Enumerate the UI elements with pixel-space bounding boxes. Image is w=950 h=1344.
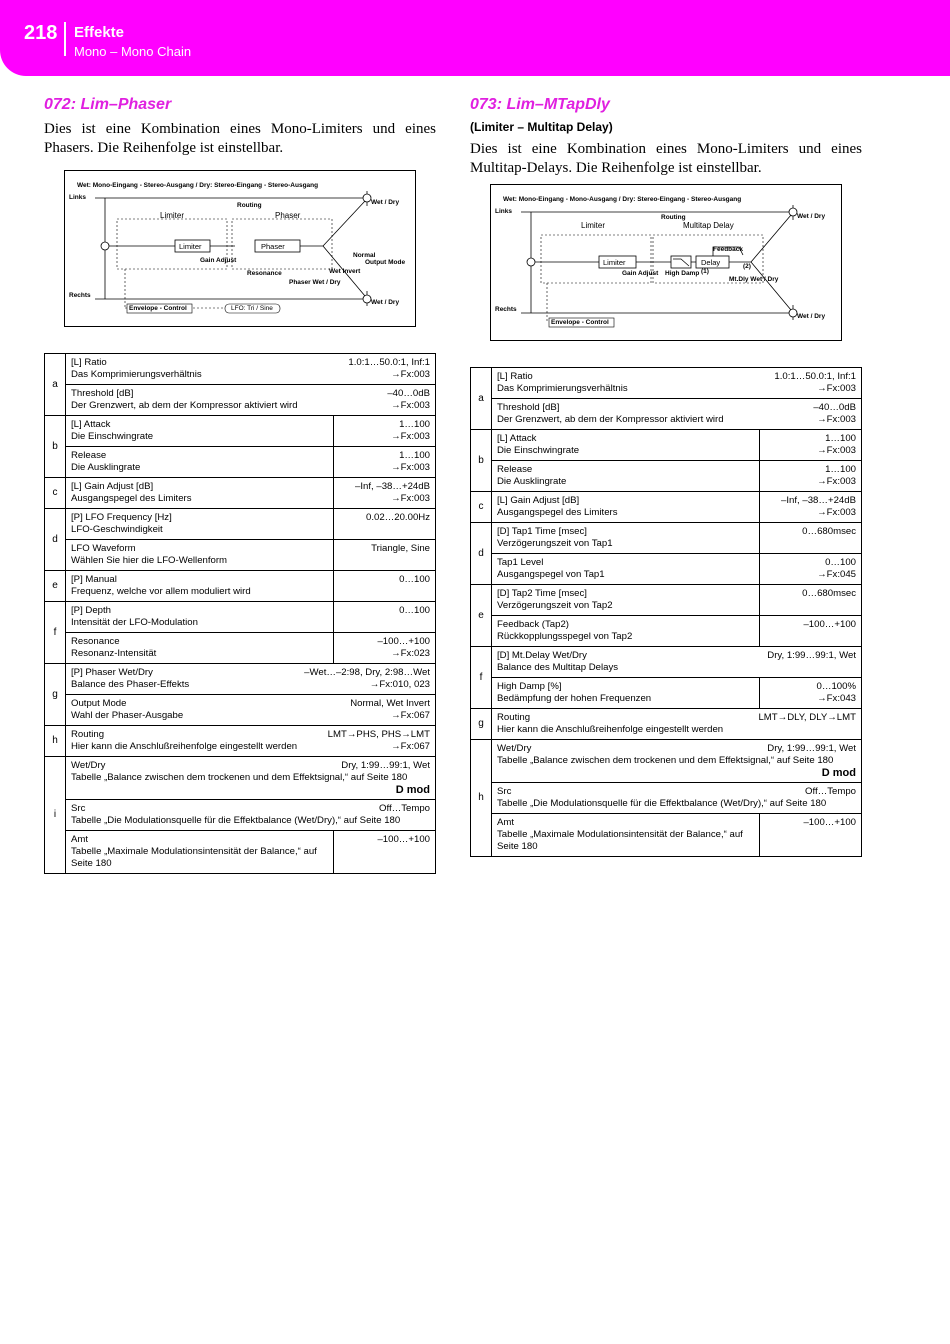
param-ref: →Fx:067 bbox=[391, 710, 430, 721]
param-row bbox=[471, 461, 862, 492]
param-cell bbox=[492, 616, 760, 647]
param-row bbox=[471, 783, 862, 814]
param-name: LFO Waveform bbox=[71, 543, 136, 554]
param-value: Triangle, Sine bbox=[371, 543, 430, 554]
param-ref: →Fx:003 bbox=[817, 476, 856, 487]
param-name: Wet/Dry bbox=[71, 760, 106, 771]
param-row bbox=[45, 664, 436, 695]
param-group-letter: d bbox=[471, 523, 492, 585]
param-value-cell bbox=[334, 509, 436, 540]
effect-072-section bbox=[44, 96, 436, 874]
param-value: 1…100 bbox=[825, 464, 856, 475]
high-damp-label: High Damp bbox=[665, 270, 700, 277]
param-ref: →Fx:003 bbox=[817, 507, 856, 518]
param-group-letter: d bbox=[45, 509, 66, 571]
param-cell bbox=[492, 523, 760, 554]
param-desc: Frequenz, welche vor allem moduliert wird bbox=[71, 586, 251, 597]
effect-073-section bbox=[470, 96, 862, 857]
wet-invert-label: Wet Invert bbox=[329, 268, 361, 275]
param-value: 0.02…20.00Hz bbox=[366, 512, 430, 523]
param-cell bbox=[492, 492, 760, 523]
param-row bbox=[471, 814, 862, 857]
param-row bbox=[45, 757, 436, 800]
param-name: [D] Mt.Delay Wet/Dry bbox=[497, 650, 587, 661]
param-cell bbox=[492, 368, 862, 399]
left-channel-label: Links bbox=[69, 194, 86, 201]
param-cell bbox=[492, 399, 862, 430]
param-desc: Der Grenzwert, ab dem der Kompressor aktiviert wird bbox=[71, 400, 298, 411]
param-name: [D] Tap1 Time [msec] bbox=[497, 526, 587, 537]
param-name: [L] Gain Adjust [dB] bbox=[497, 495, 580, 506]
param-name: Release bbox=[71, 450, 107, 461]
param-desc: LFO-Geschwindigkeit bbox=[71, 524, 163, 535]
param-cell bbox=[492, 783, 862, 814]
phaser-wetdry-label: Phaser Wet / Dry bbox=[289, 279, 341, 286]
param-value: Off…Tempo bbox=[378, 803, 430, 814]
param-name: [L] Attack bbox=[71, 419, 111, 430]
wetdry-bottom-label: Wet / Dry bbox=[371, 299, 400, 306]
parameter-table bbox=[470, 367, 862, 857]
param-cell bbox=[492, 585, 760, 616]
param-name: Amt bbox=[497, 817, 515, 828]
left-channel-label: Links bbox=[495, 208, 512, 215]
param-value: Off…Tempo bbox=[804, 786, 856, 797]
param-ref: →Fx:003 bbox=[817, 414, 856, 425]
param-row bbox=[45, 540, 436, 571]
param-value: 0…100 bbox=[825, 557, 856, 568]
param-desc: Wahl der Phaser-Ausgabe bbox=[71, 710, 184, 721]
param-group-letter: b bbox=[471, 430, 492, 492]
param-name: [P] Depth bbox=[71, 605, 111, 616]
param-row bbox=[45, 831, 436, 874]
phaser-block: Phaser bbox=[261, 242, 285, 251]
effect-subtitle: (Limiter – Multitap Delay) bbox=[470, 120, 613, 134]
param-row bbox=[471, 554, 862, 585]
param-value: –100…+100 bbox=[377, 636, 430, 647]
routing-label: Routing bbox=[661, 214, 686, 221]
param-name: Feedback (Tap2) bbox=[497, 619, 569, 630]
param-value-cell bbox=[760, 616, 862, 647]
param-value: –40…0dB bbox=[813, 402, 856, 413]
param-value-cell bbox=[760, 430, 862, 461]
limiter-block: Limiter bbox=[603, 258, 626, 267]
param-cell bbox=[66, 509, 334, 540]
param-row bbox=[45, 695, 436, 726]
resonance-label: Resonance bbox=[247, 270, 282, 277]
page-header bbox=[0, 0, 950, 76]
param-value-cell bbox=[334, 831, 436, 874]
param-cell bbox=[492, 740, 862, 783]
param-value-cell bbox=[334, 540, 436, 571]
param-group-letter: c bbox=[45, 478, 66, 509]
param-name: Wet/Dry bbox=[497, 743, 532, 754]
dmod-icon: D mod bbox=[395, 784, 430, 796]
param-ref: →Fx:003 bbox=[391, 400, 430, 411]
param-value-cell bbox=[334, 633, 436, 664]
param-row bbox=[45, 416, 436, 447]
param-ref: →Fx:003 bbox=[391, 431, 430, 442]
page-number: 218 bbox=[24, 22, 58, 44]
routing-label: Routing bbox=[237, 202, 262, 209]
param-row bbox=[471, 368, 862, 399]
param-cell bbox=[66, 726, 436, 757]
param-row bbox=[471, 616, 862, 647]
param-row bbox=[45, 800, 436, 831]
envelope-label: Envelope - Control bbox=[129, 305, 187, 312]
param-cell bbox=[66, 800, 436, 831]
param-group-letter: c bbox=[471, 492, 492, 523]
tap1-label: (1) bbox=[701, 268, 709, 275]
param-value-cell bbox=[760, 678, 862, 709]
parameter-table bbox=[44, 353, 436, 874]
normal-label: Normal bbox=[353, 252, 376, 259]
param-value: 1…100 bbox=[399, 419, 430, 430]
param-cell bbox=[492, 678, 760, 709]
param-name: Src bbox=[71, 803, 86, 814]
param-desc: Hier kann die Anschlußreihenfolge eingestellt werden bbox=[71, 741, 298, 752]
diagram-caption: Wet: Mono-Eingang - Mono-Ausgang / Dry: Stereo-Eingang - Stereo-Ausgang bbox=[503, 196, 742, 203]
param-name: [P] LFO Frequency [Hz] bbox=[71, 512, 172, 523]
param-value-cell bbox=[760, 585, 862, 616]
param-value: Normal, Wet Invert bbox=[350, 698, 430, 709]
param-desc: Tabelle „Die Modulationsquelle für die Effektbalance (Wet/Dry),“ auf Seite 180 bbox=[497, 798, 827, 809]
param-cell bbox=[66, 478, 334, 509]
param-group-letter: h bbox=[45, 726, 66, 757]
param-ref: →Fx:003 bbox=[817, 445, 856, 456]
gain-adjust-label: Gain Adjust bbox=[622, 270, 659, 277]
param-row bbox=[471, 647, 862, 678]
param-row bbox=[45, 571, 436, 602]
right-channel-label: Rechts bbox=[495, 306, 517, 313]
param-value: 0…100 bbox=[399, 605, 430, 616]
param-value-cell bbox=[760, 523, 862, 554]
param-value: 1.0:1…50.0:1, Inf:1 bbox=[774, 371, 856, 382]
param-value: –Wet…–2:98, Dry, 2:98…Wet bbox=[304, 667, 430, 678]
param-row bbox=[471, 399, 862, 430]
param-desc: Balance des Multitap Delays bbox=[497, 662, 619, 673]
param-desc: Tabelle „Maximale Modulationsintensität der Balance,“ auf Seite 180 bbox=[71, 846, 317, 869]
param-desc: Das Komprimierungsverhältnis bbox=[497, 383, 628, 394]
param-row bbox=[471, 740, 862, 783]
param-row bbox=[45, 354, 436, 385]
output-mode-label: Output Mode bbox=[365, 259, 406, 266]
param-cell bbox=[492, 814, 760, 857]
param-desc: Tabelle „Maximale Modulationsintensität der Balance,“ auf Seite 180 bbox=[497, 829, 743, 852]
param-row bbox=[45, 602, 436, 633]
param-value: 1.0:1…50.0:1, Inf:1 bbox=[348, 357, 430, 368]
wetdry-top-label: Wet / Dry bbox=[797, 213, 826, 220]
param-value: –40…0dB bbox=[387, 388, 430, 399]
param-desc: Verzögerungszeit von Tap2 bbox=[497, 600, 613, 611]
param-row bbox=[45, 633, 436, 664]
param-name: Amt bbox=[71, 834, 89, 845]
gain-adjust-label: Gain Adjust bbox=[200, 257, 237, 264]
mt-wetdry-label: Mt.Dly Wet / Dry bbox=[729, 276, 779, 283]
param-value: 0…680msec bbox=[802, 526, 856, 537]
param-row bbox=[45, 447, 436, 478]
param-desc: Tabelle „Balance zwischen dem trockenen und dem Effektsignal,“ auf Seite 180 bbox=[497, 755, 834, 766]
effect-intro: Dies ist eine Kombination eines Mono-Limiters und eines Multitap-Delays. Die Reihenfolge ist einstellbar. bbox=[470, 141, 862, 176]
param-desc: Ausgangspegel des Limiters bbox=[71, 493, 192, 504]
param-value-cell bbox=[334, 447, 436, 478]
param-value-cell bbox=[760, 492, 862, 523]
param-name: Src bbox=[497, 786, 512, 797]
param-value: –100…+100 bbox=[803, 619, 856, 630]
diagram-lines bbox=[491, 185, 841, 340]
delay-block: Delay bbox=[701, 258, 721, 267]
param-name: High Damp [%] bbox=[497, 681, 562, 692]
param-value-cell bbox=[334, 478, 436, 509]
param-cell bbox=[66, 695, 436, 726]
param-desc: Tabelle „Balance zwischen dem trockenen und dem Effektsignal,“ auf Seite 180 bbox=[71, 772, 408, 783]
param-row bbox=[471, 492, 862, 523]
param-ref: →Fx:003 bbox=[817, 383, 856, 394]
delay-group-label: Multitap Delay bbox=[683, 221, 734, 230]
param-name: [D] Tap2 Time [msec] bbox=[497, 588, 587, 599]
param-ref: →Fx:003 bbox=[391, 369, 430, 380]
feedback-label: Feedback bbox=[713, 246, 743, 253]
param-cell bbox=[66, 602, 334, 633]
param-value: LMT→DLY, DLY→LMT bbox=[758, 712, 856, 723]
limiter-block: Limiter bbox=[179, 242, 202, 251]
param-name: [L] Gain Adjust [dB] bbox=[71, 481, 154, 492]
right-channel-label: Rechts bbox=[69, 292, 91, 299]
param-group-letter: a bbox=[45, 354, 66, 416]
param-cell bbox=[492, 430, 760, 461]
signal-flow-diagram bbox=[64, 170, 416, 327]
param-cell bbox=[66, 447, 334, 478]
param-name: [P] Manual bbox=[71, 574, 117, 585]
param-value-cell bbox=[334, 602, 436, 633]
param-cell bbox=[492, 554, 760, 585]
param-row bbox=[471, 678, 862, 709]
param-name: Threshold [dB] bbox=[71, 388, 134, 399]
chapter-title: Effekte bbox=[74, 24, 125, 41]
param-name: Tap1 Level bbox=[497, 557, 544, 568]
wetdry-bottom-label: Wet / Dry bbox=[797, 313, 826, 320]
param-ref: →Fx:043 bbox=[817, 693, 856, 704]
param-desc: Bedämpfung der hohen Frequenzen bbox=[497, 693, 652, 704]
param-name: [L] Ratio bbox=[71, 357, 107, 368]
param-cell bbox=[492, 647, 862, 678]
param-ref: →Fx:003 bbox=[391, 462, 430, 473]
param-cell bbox=[492, 461, 760, 492]
param-ref: →Fx:023 bbox=[391, 648, 430, 659]
limiter-group-label: Limiter bbox=[581, 221, 606, 230]
param-cell bbox=[66, 831, 334, 874]
param-group-letter: f bbox=[45, 602, 66, 664]
effect-title: 073: Lim–MTapDly bbox=[470, 96, 610, 113]
param-desc: Rückkopplungsspegel von Tap2 bbox=[497, 631, 633, 642]
param-desc: Das Komprimierungsverhältnis bbox=[71, 369, 202, 380]
param-value: 0…100 bbox=[399, 574, 430, 585]
signal-flow-diagram bbox=[490, 184, 842, 341]
param-group-letter: e bbox=[471, 585, 492, 647]
param-value: –Inf, –38…+24dB bbox=[781, 495, 856, 506]
param-desc: Die Ausklingrate bbox=[71, 462, 141, 473]
param-ref: →Fx:067 bbox=[391, 741, 430, 752]
param-row bbox=[471, 709, 862, 740]
param-cell bbox=[66, 354, 436, 385]
param-value: 0…100% bbox=[816, 681, 856, 692]
param-group-letter: e bbox=[45, 571, 66, 602]
tap2-label: (2) bbox=[743, 263, 751, 270]
param-row bbox=[45, 726, 436, 757]
param-row bbox=[471, 430, 862, 461]
param-value-cell bbox=[334, 571, 436, 602]
param-name: Routing bbox=[71, 729, 105, 740]
param-cell bbox=[66, 385, 436, 416]
param-cell bbox=[492, 709, 862, 740]
param-group-letter: i bbox=[45, 757, 66, 874]
param-group-letter: h bbox=[471, 740, 492, 857]
param-value: Dry, 1:99…99:1, Wet bbox=[767, 743, 856, 754]
param-row bbox=[45, 509, 436, 540]
param-name: Output Mode bbox=[71, 698, 127, 709]
param-desc: Balance des Phaser-Effekts bbox=[71, 679, 190, 690]
param-cell bbox=[66, 664, 436, 695]
param-ref: →Fx:003 bbox=[391, 493, 430, 504]
param-value: 1…100 bbox=[399, 450, 430, 461]
param-desc: Die Einschwingrate bbox=[71, 431, 154, 442]
param-ref: →Fx:045 bbox=[817, 569, 856, 580]
effect-title: 072: Lim–Phaser bbox=[44, 96, 172, 113]
wetdry-top-label: Wet / Dry bbox=[371, 199, 400, 206]
param-value: 1…100 bbox=[825, 433, 856, 444]
param-desc: Intensität der LFO-Modulation bbox=[71, 617, 198, 628]
param-cell bbox=[66, 633, 334, 664]
param-row bbox=[471, 585, 862, 616]
param-desc: Der Grenzwert, ab dem der Kompressor aktiviert wird bbox=[497, 414, 724, 425]
param-group-letter: g bbox=[45, 664, 66, 726]
param-group-letter: a bbox=[471, 368, 492, 430]
param-value: 0…680msec bbox=[802, 588, 856, 599]
param-desc: Die Ausklingrate bbox=[497, 476, 567, 487]
param-desc: Die Einschwingrate bbox=[497, 445, 580, 456]
param-cell bbox=[66, 540, 334, 571]
lfo-label: LFO: Tri / Sine bbox=[231, 305, 273, 312]
param-desc: Tabelle „Die Modulationsquelle für die Effektbalance (Wet/Dry),“ auf Seite 180 bbox=[71, 815, 401, 826]
param-value: Dry, 1:99…99:1, Wet bbox=[767, 650, 856, 661]
param-name: Routing bbox=[497, 712, 531, 723]
param-value-cell bbox=[760, 461, 862, 492]
param-ref: →Fx:010, 023 bbox=[369, 679, 430, 690]
param-value: –100…+100 bbox=[377, 834, 430, 845]
param-name: [L] Ratio bbox=[497, 371, 533, 382]
param-name: Resonance bbox=[71, 636, 120, 647]
chapter-subtitle: Mono – Mono Chain bbox=[74, 44, 192, 59]
param-desc: Ausgangspegel des Limiters bbox=[497, 507, 618, 518]
param-group-letter: g bbox=[471, 709, 492, 740]
param-row bbox=[45, 478, 436, 509]
param-desc: Hier kann die Anschlußreihenfolge eingestellt werden bbox=[497, 724, 724, 735]
param-cell bbox=[66, 571, 334, 602]
param-group-letter: b bbox=[45, 416, 66, 478]
param-row bbox=[471, 523, 862, 554]
param-group-letter: f bbox=[471, 647, 492, 709]
param-value: Dry, 1:99…99:1, Wet bbox=[341, 760, 430, 771]
header-divider bbox=[64, 22, 66, 56]
param-value-cell bbox=[334, 416, 436, 447]
phaser-group-label: Phaser bbox=[275, 211, 301, 220]
param-value: –100…+100 bbox=[803, 817, 856, 828]
dmod-icon: D mod bbox=[821, 767, 856, 779]
envelope-label: Envelope - Control bbox=[551, 319, 609, 326]
param-value-cell bbox=[760, 814, 862, 857]
effect-intro: Dies ist eine Kombination eines Mono-Limiters und eines Phasers. Die Reihenfolge ist einstellbar. bbox=[44, 121, 436, 156]
param-name: [L] Attack bbox=[497, 433, 537, 444]
param-cell bbox=[66, 757, 436, 800]
diagram-caption: Wet: Mono-Eingang - Stereo-Ausgang / Dry: Stereo-Eingang - Stereo-Ausgang bbox=[77, 182, 319, 189]
param-cell bbox=[66, 416, 334, 447]
param-desc: Wählen Sie hier die LFO-Wellenform bbox=[71, 555, 228, 566]
param-row bbox=[45, 385, 436, 416]
param-value: –Inf, –38…+24dB bbox=[355, 481, 430, 492]
limiter-group-label: Limiter bbox=[160, 211, 185, 220]
param-desc: Ausgangspegel von Tap1 bbox=[497, 569, 605, 580]
param-name: Threshold [dB] bbox=[497, 402, 560, 413]
param-value: LMT→PHS, PHS→LMT bbox=[327, 729, 430, 740]
param-desc: Verzögerungszeit von Tap1 bbox=[497, 538, 613, 549]
param-name: Release bbox=[497, 464, 533, 475]
param-value-cell bbox=[760, 554, 862, 585]
param-name: [P] Phaser Wet/Dry bbox=[71, 667, 153, 678]
diagram-lines bbox=[65, 171, 415, 326]
param-desc: Resonanz-Intensität bbox=[71, 648, 157, 659]
